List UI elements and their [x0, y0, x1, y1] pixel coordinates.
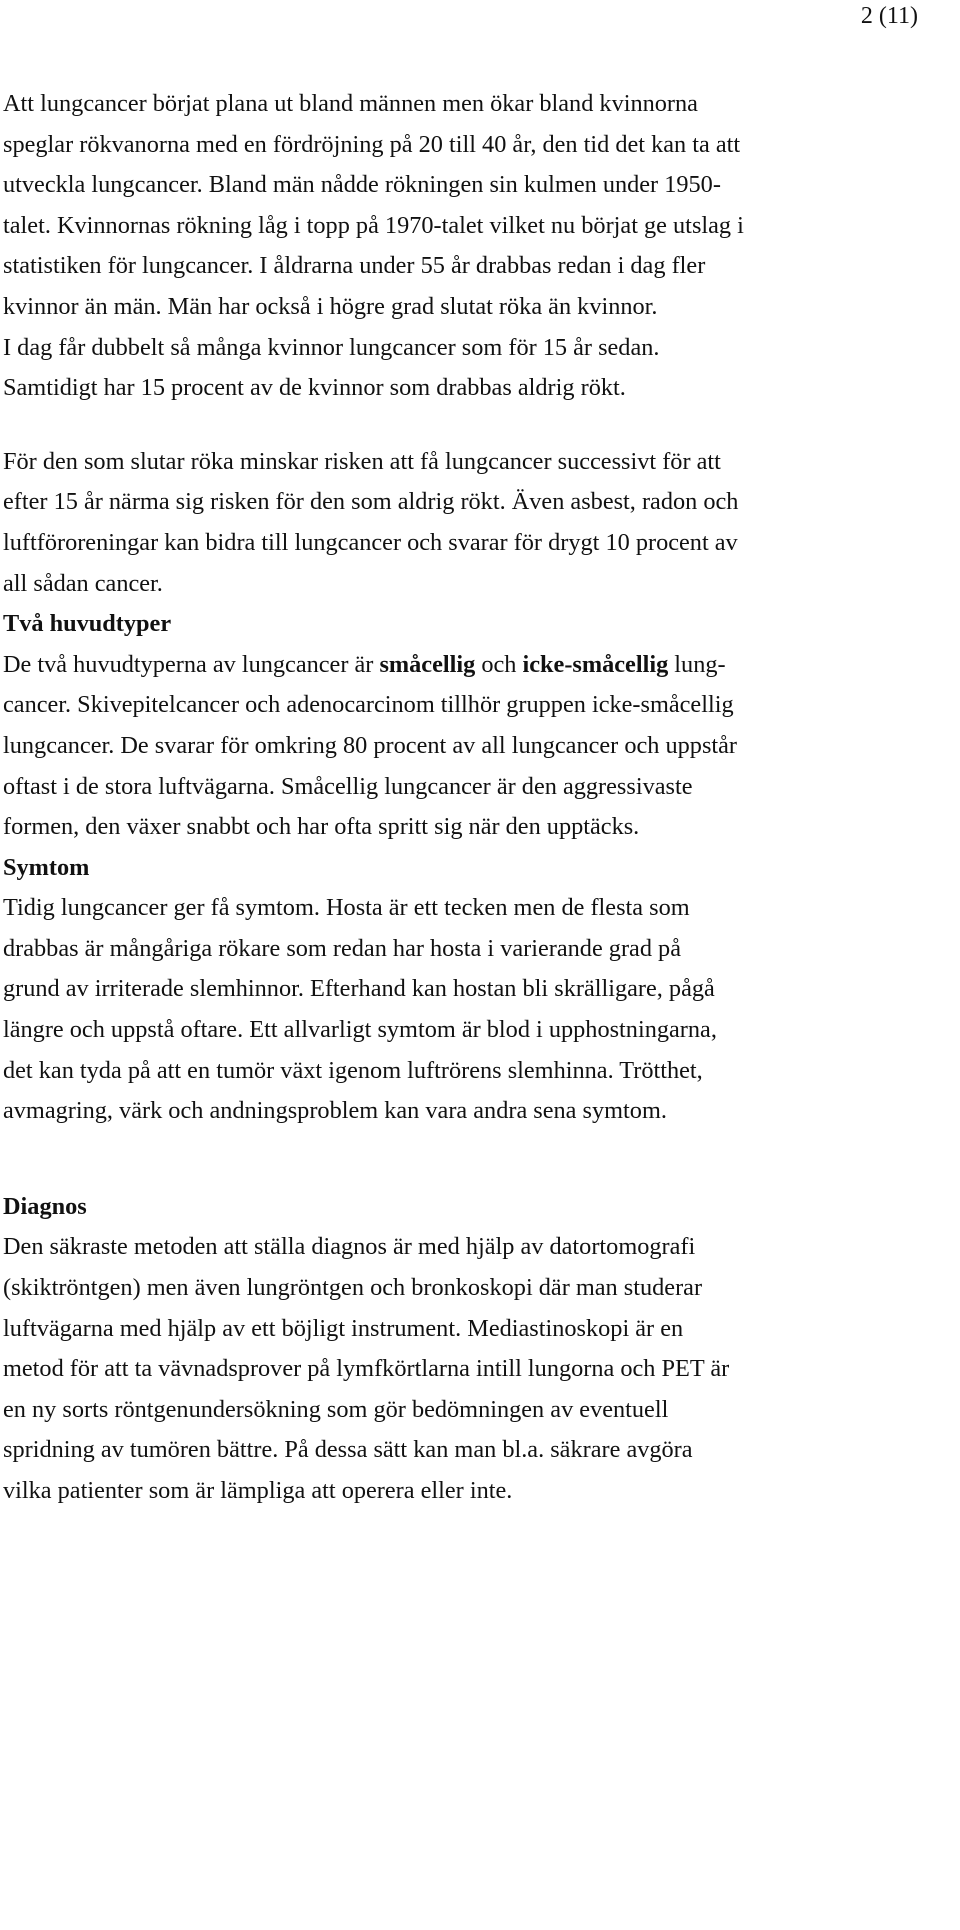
document-body — [3, 84, 953, 1512]
paragraph-risk-factors — [3, 442, 953, 604]
paragraph-symptoms — [3, 888, 953, 1132]
text-line: För den som slutar röka minskar risken att få lungcancer successivt för att — [3, 447, 721, 475]
text-line: längre och uppstå oftare. Ett allvarligt symtom är blod i upphostningarna, — [3, 1016, 717, 1044]
text-line: statistiken för lungcancer. I åldrarna under 55 år drabbas redan i dag fler — [3, 252, 706, 280]
text-line: lungcancer. De svarar för omkring 80 procent av all lungcancer och uppstår — [3, 731, 738, 759]
text-line: cancer. Skivepitelcancer och adenocarcinom tillhör gruppen icke-småcellig — [3, 691, 734, 719]
text-line: en ny sorts röntgenundersökning som gör bedömningen av eventuell — [3, 1395, 669, 1423]
text-line: oftast i de stora luftvägarna. Småcellig lungcancer är den aggressivaste — [3, 772, 693, 800]
text-line: luftvägarna med hjälp av ett böjligt instrument. Mediastinoskopi är en — [3, 1314, 684, 1342]
heading-symptoms: Symtom — [3, 853, 90, 881]
text-segment: De två huvudtyperna av lungcancer är — [3, 650, 380, 678]
text-line: Den säkraste metoden att ställa diagnos är med hjälp av datortomografi — [3, 1233, 696, 1261]
text-line: talet. Kvinnornas rökning låg i topp på 1970-talet vilket nu börjat ge utslag i — [3, 211, 744, 239]
term-non-small-cell: icke-småcellig — [522, 650, 669, 678]
page-number: 2 (11) — [860, 3, 918, 29]
text-line: I dag får dubbelt så många kvinnor lungcancer som för 15 år sedan. — [3, 333, 660, 361]
text-line: formen, den växer snabbt och har ofta spritt sig när den upptäcks. — [3, 813, 640, 841]
text-line: spridning av tumören bättre. På dessa sätt kan man bl.a. säkrare avgöra — [3, 1436, 693, 1464]
text-line: Tidig lungcancer ger få symtom. Hosta är ett tecken men de flesta som — [3, 894, 690, 922]
text-line: det kan tyda på att en tumör växt igenom luftrörens slemhinna. Trötthet, — [3, 1056, 703, 1084]
text-line: all sådan cancer. — [3, 569, 163, 597]
text-line: grund av irriterade slemhinnor. Efterhand kan hostan bli skrälligare, pågå — [3, 975, 715, 1003]
text-line: luftföroreningar kan bidra till lungcancer och svarar för drygt 10 procent av — [3, 528, 738, 556]
text-line: drabbas är mångåriga rökare som redan har hosta i varierande grad på — [3, 934, 681, 962]
heading-diagnosis: Diagnos — [3, 1192, 87, 1220]
text-line: avmagring, värk och andningsproblem kan vara andra sena symtom. — [3, 1097, 667, 1125]
paragraph-two-main-types — [3, 645, 953, 848]
text-line: vilka patienter som är lämpliga att operera eller inte. — [3, 1477, 513, 1504]
text-segment: och — [475, 650, 523, 678]
text-segment: lung- — [668, 650, 726, 678]
paragraph-diagnosis — [3, 1227, 953, 1511]
text-line: Samtidigt har 15 procent av de kvinnor som drabbas aldrig rökt. — [3, 374, 626, 402]
text-line: speglar rökvanorna med en fördröjning på 20 till 40 år, den tid det kan ta att — [3, 130, 741, 158]
text-line: kvinnor än män. Män har också i högre grad slutat röka än kvinnor. — [3, 292, 658, 320]
text-line: utveckla lungcancer. Bland män nådde rökningen sin kulmen under 1950- — [3, 171, 721, 199]
heading-two-main-types: Två huvudtyper — [3, 610, 172, 638]
text-line: metod för att ta vävnadsprover på lymfkörtlarna intill lungorna och PET är — [3, 1355, 730, 1383]
text-line: efter 15 år närma sig risken för den som aldrig rökt. Även asbest, radon och — [3, 488, 739, 516]
term-small-cell: småcellig — [379, 650, 476, 678]
paragraph-lung-cancer-trends — [3, 84, 953, 409]
text-line: Att lungcancer börjat plana ut bland männen men ökar bland kvinnorna — [3, 90, 698, 117]
text-line: (skiktröntgen) men även lungröntgen och bronkoskopi där man studerar — [3, 1274, 703, 1302]
